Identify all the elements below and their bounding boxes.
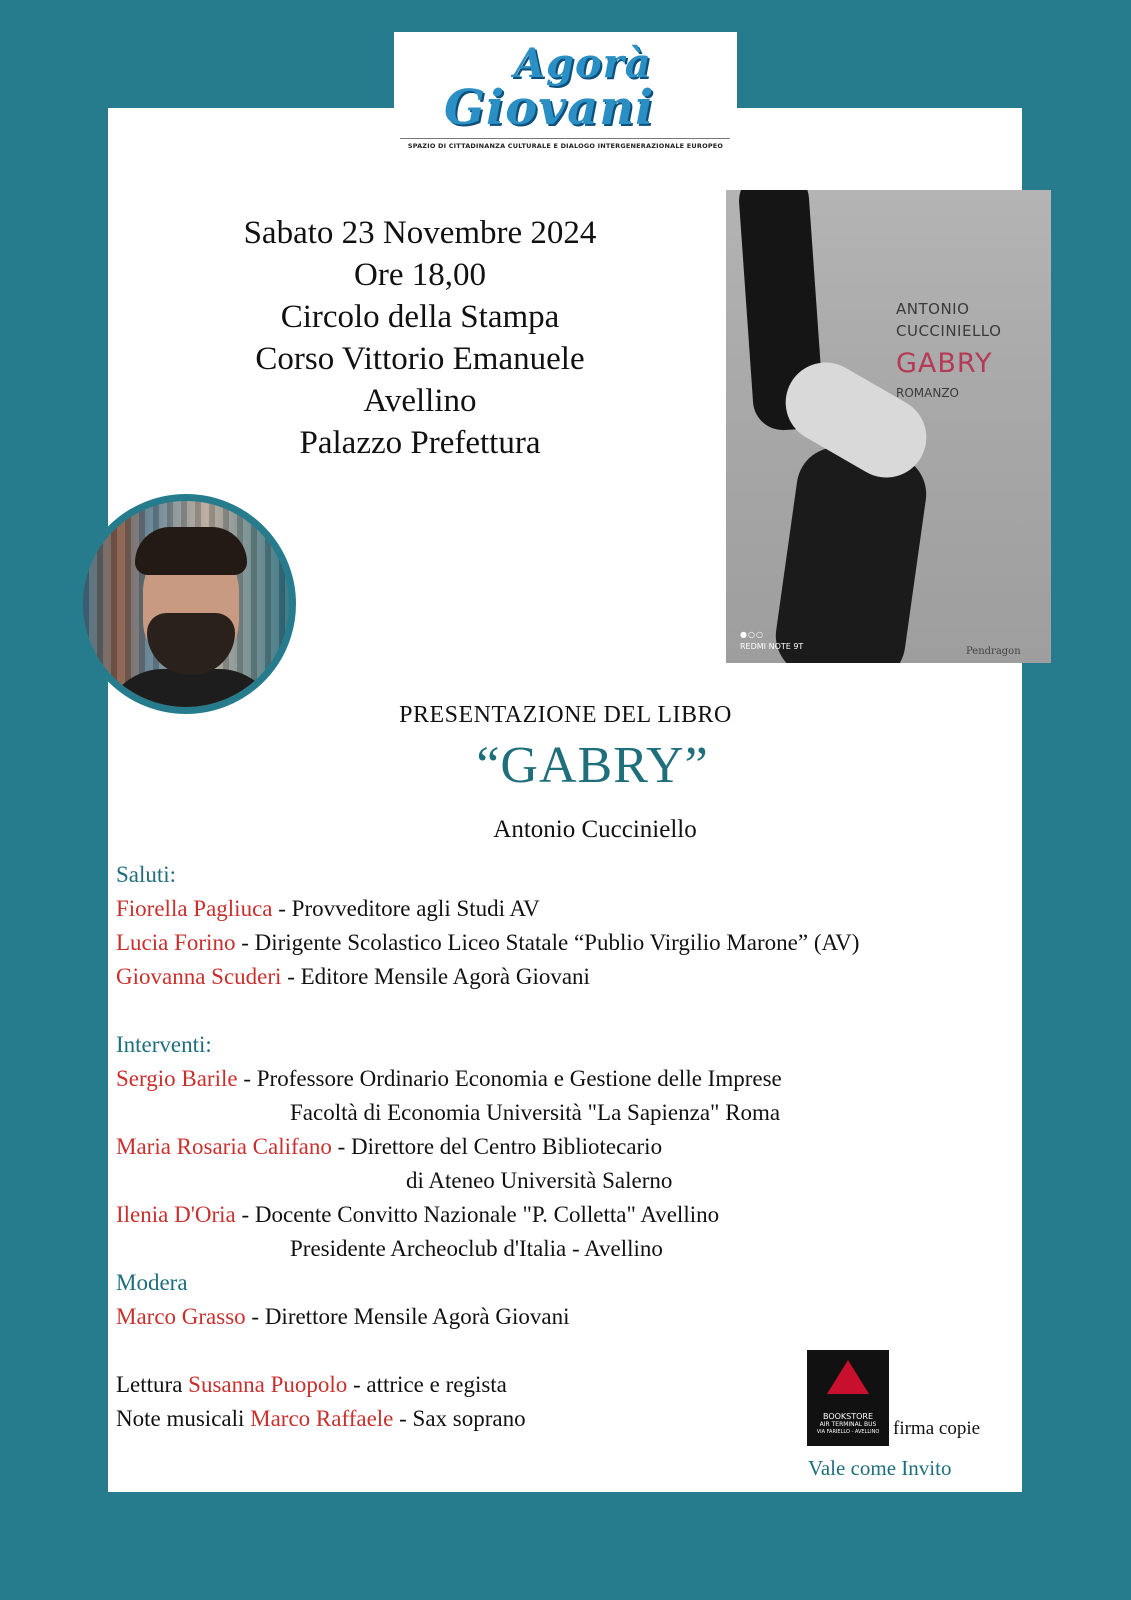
interventi-item xyxy=(116,1198,1016,1232)
speaker-role: - Provveditore agli Studi AV xyxy=(272,896,540,921)
event-venue: Circolo della Stampa xyxy=(280,299,560,335)
logo-tagline: SPAZIO DI CITTADINANZA CULTURALE E DIALOGO INTERGENERAZIONALE EUROPEO xyxy=(407,142,724,150)
cover-author xyxy=(896,298,1001,342)
speaker-role: - Direttore del Centro Bibliotecario xyxy=(331,1134,663,1159)
cover-arm-graphic xyxy=(771,442,932,663)
event-building: Palazzo Prefettura xyxy=(299,425,541,461)
modera-item xyxy=(116,1300,1016,1334)
speaker-name: Marco Raffaele xyxy=(250,1406,394,1431)
speaker-name: Marco Grasso xyxy=(116,1304,246,1329)
portrait-hair xyxy=(135,527,247,575)
saluti-item xyxy=(116,892,1016,926)
bookstore-address: VIA FARIELLO - AVELLINO xyxy=(816,1429,880,1435)
cover-subtitle: ROMANZO xyxy=(896,386,959,400)
event-street: Corso Vittorio Emanuele xyxy=(255,341,585,377)
speaker-role-continued: Facoltà di Economia Università "La Sapienza" Roma xyxy=(290,1100,781,1125)
logo-word-giovani: Giovani xyxy=(444,80,655,136)
bookstore-sub: AIR TERMINAL BUS xyxy=(819,1421,877,1428)
speaker-name: Sergio Barile xyxy=(116,1066,238,1091)
speaker-name: Lucia Forino xyxy=(116,930,236,955)
logo-word-agora: Agorà xyxy=(514,40,652,87)
speaker-role: - Direttore Mensile Agorà Giovani xyxy=(245,1304,570,1329)
event-details xyxy=(190,212,650,464)
lettura-prefix: Lettura xyxy=(116,1372,189,1397)
speaker-role: - attrice e regista xyxy=(347,1372,507,1397)
speaker-name: Susanna Puopolo xyxy=(188,1372,348,1397)
speaker-name: Maria Rosaria Califano xyxy=(116,1134,332,1159)
book-title: “GABRY” xyxy=(476,737,709,794)
saluti-item xyxy=(116,960,1016,994)
event-city: Avellino xyxy=(363,383,477,419)
interventi-item xyxy=(116,1062,1016,1096)
speaker-name: Ilenia D'Oria xyxy=(116,1202,236,1227)
speaker-role: - Sax soprano xyxy=(393,1406,526,1431)
event-date: Sabato 23 Novembre 2024 xyxy=(243,215,597,251)
cover-publisher: Pendragon xyxy=(966,646,1021,657)
author-portrait xyxy=(76,494,296,714)
modera-heading: Modera xyxy=(116,1270,188,1295)
saluti-heading: Saluti: xyxy=(116,862,177,887)
invite-note: Vale come Invito xyxy=(808,1456,952,1480)
mondadori-mark-icon xyxy=(827,1360,869,1394)
speaker-role: - Dirigente Scolastico Liceo Statale “Publio Virgilio Marone” (AV) xyxy=(235,930,860,955)
saluti-item xyxy=(116,926,1016,960)
speaker-role-continued: Presidente Archeoclub d'Italia - Avellino xyxy=(290,1236,663,1261)
book-signing-note: firma copie xyxy=(893,1418,981,1439)
speaker-name: Fiorella Pagliuca xyxy=(116,896,273,921)
speaker-role: - Professore Ordinario Economia e Gestione delle Imprese xyxy=(237,1066,782,1091)
presentation-label: PRESENTAZIONE DEL LIBRO xyxy=(399,702,732,728)
logo-divider xyxy=(400,138,730,139)
musica-prefix: Note musicali xyxy=(116,1406,251,1431)
bookstore-logo xyxy=(807,1350,889,1446)
phone-watermark: REDMI NOTE 9T xyxy=(740,642,804,651)
section-spacer xyxy=(116,994,1016,1028)
interventi-item xyxy=(116,1130,1016,1164)
speaker-name: Giovanna Scuderi xyxy=(116,964,282,989)
cover-title: GABRY xyxy=(896,348,993,379)
speaker-role: - Docente Convitto Nazionale "P. Colletta" Avellino xyxy=(235,1202,720,1227)
bookstore-name: BOOKSTORE xyxy=(822,1412,874,1421)
speaker-role: - Editore Mensile Agorà Giovani xyxy=(281,964,590,989)
event-time: Ore 18,00 xyxy=(354,257,486,293)
agora-giovani-logo xyxy=(394,32,737,154)
carousel-dots-icon: ●○○ xyxy=(740,630,764,639)
interventi-heading: Interventi: xyxy=(116,1032,212,1057)
speaker-role-continued: di Ateneo Università Salerno xyxy=(406,1168,673,1193)
book-author: Antonio Cucciniello xyxy=(493,816,697,843)
cover-author-last: CUCCINIELLO xyxy=(896,322,1002,340)
cover-author-first: ANTONIO xyxy=(896,300,970,318)
book-cover-photo xyxy=(726,190,1051,663)
